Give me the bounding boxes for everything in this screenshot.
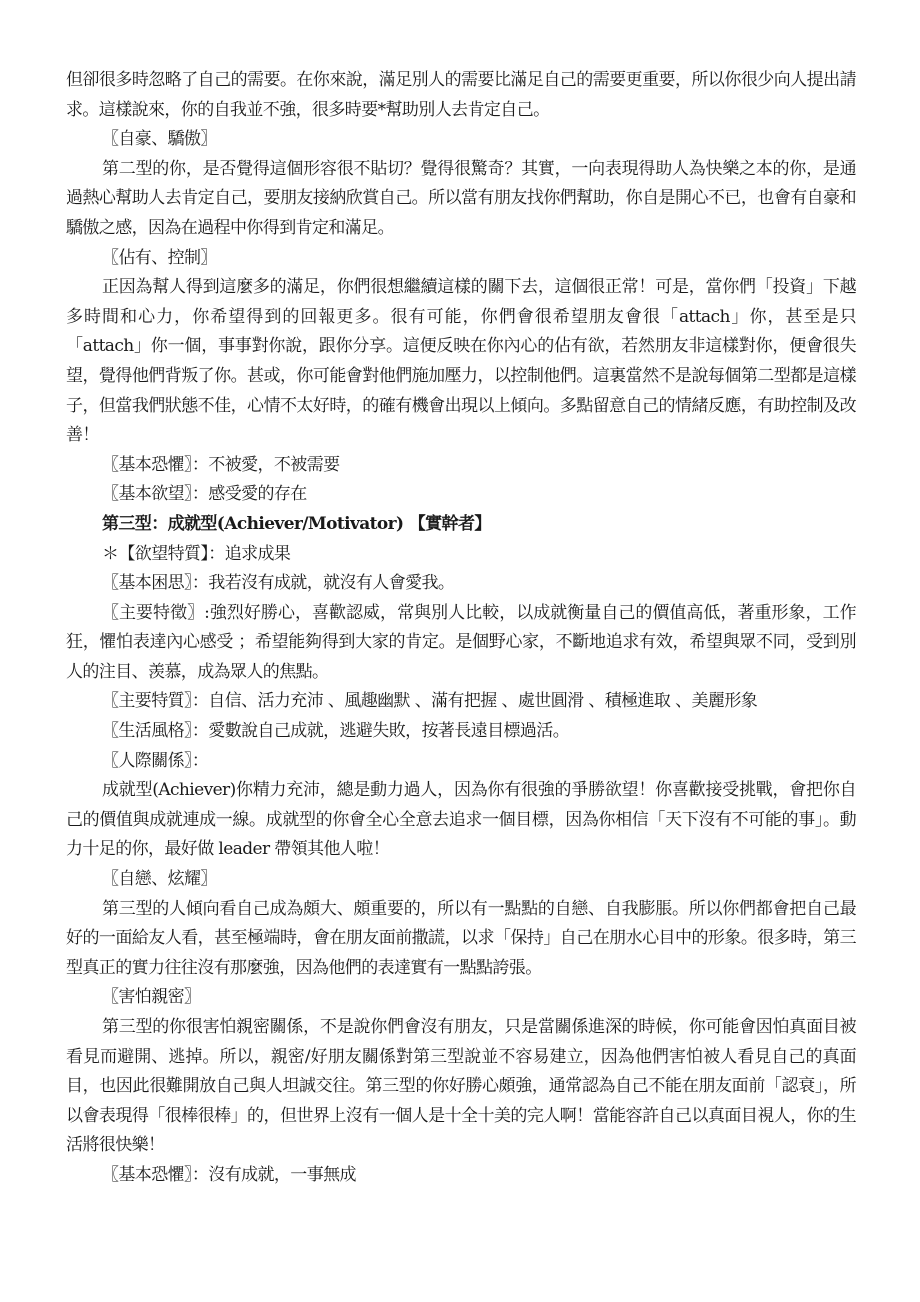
type-three-heading: 第三型：成就型(Achiever/Motivator) 【實幹者】 xyxy=(102,513,491,534)
main-features-paragraph: 〖主要特徵〗:強烈好勝心，喜歡認威，常與別人比較，以成就衡量自己的價值高低，著重形象，工作狂，懼怕表達內心感受 ；希望能夠得到大家的肯定。是個野心家，不斷地追求有效，希望與眾不同，受到別人的注目、羡慕，成為眾人的焦點。 xyxy=(66,602,856,682)
basic-fear-label: 〖基本恐懼〗：不被愛，不被需要 xyxy=(102,454,340,475)
basic-fear-label: 〖基本恐懼〗：沒有成就，一事無成 xyxy=(102,1164,356,1185)
section-label-possession: 〖佔有、控制〗 xyxy=(102,247,217,268)
document-page xyxy=(66,66,856,1191)
section-label-fear-intimacy: 〖害怕親密〗 xyxy=(102,987,201,1008)
life-style-label: 〖生活風格〗：愛數說自己成就，逃避失敗，按著長遠目標過活。 xyxy=(102,721,570,742)
main-traits-paragraph: 〖主要特質〗：自信、活力充沛 、風趣幽默 、滿有把握 、處世圓滑 、積極進取 、美麗形象 xyxy=(102,691,758,712)
desire-trait-label: ＊【欲望特質】：追求成果 xyxy=(102,543,291,564)
section-label-pride: 〖自豪、驕傲〗 xyxy=(102,129,217,150)
basic-desire-label: 〖基本欲望〗：感受愛的存在 xyxy=(102,484,307,505)
body-paragraph: 成就型(Achiever)你精力充沛，總是動力過人，因為你有很強的爭勝欲望！你喜歡接受挑戰，會把你自己的價值與成就連成一線。成就型的你會全心全意去追求一個目標，因為你相信「天下沒有不可能的事」。動力十足的你，最好做 leader 帶領其他人啦！ xyxy=(66,780,856,860)
body-paragraph: 第三型的人傾向看自己成為頗大、頗重要的，所以有一點點的自戀、自我膨脹。所以你們都會把自己最好的一面給友人看，甚至極端時，會在朋友面前撒謊，以求「保持」自己在朋水心目中的形象。很多時，第三型真正的實力往往沒有那麼強，因為他們的表達實有一點點誇張。 xyxy=(66,898,856,978)
body-paragraph: 第三型的你很害怕親密關係，不是說你們會沒有朋友，只是當關係進深的時候，你可能會因怕真面目被看見而避開、逃掉。所以，親密/好朋友關係對第三型說並不容易建立，因為他們害怕被人看見自己的真面目，也因此很難開放自己與人坦誠交往。第三型的你好勝心頗強，通常認為自己不能在朋友面前「認衰」，所以會表現得「很棒很棒」的，但世界上沒有一個人是十全十美的完人啊！當能容許自己以真面目視人，你的生活將很快樂！ xyxy=(66,1017,856,1156)
relationships-label: 〖人際關係〗： xyxy=(102,750,209,771)
basic-dilemma-label: 〖基本困思〗：我若沒有成就，就沒有人會愛我。 xyxy=(102,573,455,594)
body-paragraph: 但卻很多時忽略了自己的需要。在你來說，滿足別人的需要比滿足自己的需要更重要，所以你很少向人提出請求。這樣說來，你的自我並不強，很多時要*幫助別人去肯定自己。 xyxy=(66,70,856,120)
body-paragraph: 正因為幫人得到這麼多的滿足，你們很想繼續這樣的關下去，這個很正常！可是，當你們「投資」下越多時間和心力，你希望得到的回報更多。很有可能，你們會很希望朋友會很「attach」你，甚至是只「attach」你一個，事事對你說，跟你分享。這便反映在你內心的佔有欲，若然朋友非這樣對你，便會很失望，覺得他們背叛了你。甚或，你可能會對他們施加壓力，以控制他們。這裏當然不是說每個第二型都是這樣子，但當我們狀態不佳，心情不太好時，的確有機會出現以上傾向。多點留意自己的情緒反應，有助控制及改善！ xyxy=(66,277,856,446)
body-paragraph: 第二型的你，是否覺得這個形容很不貼切？覺得很驚奇？其實，一向表現得助人為快樂之本的你，是通過熱心幫助人去肯定自己，要朋友接納欣賞自己。所以當有朋友找你們幫助，你自是開心不已，也會有自豪和驕傲之感，因為在過程中你得到肯定和滿足。 xyxy=(66,158,856,238)
section-label-narcissism: 〖自戀、炫耀〗 xyxy=(102,869,217,890)
